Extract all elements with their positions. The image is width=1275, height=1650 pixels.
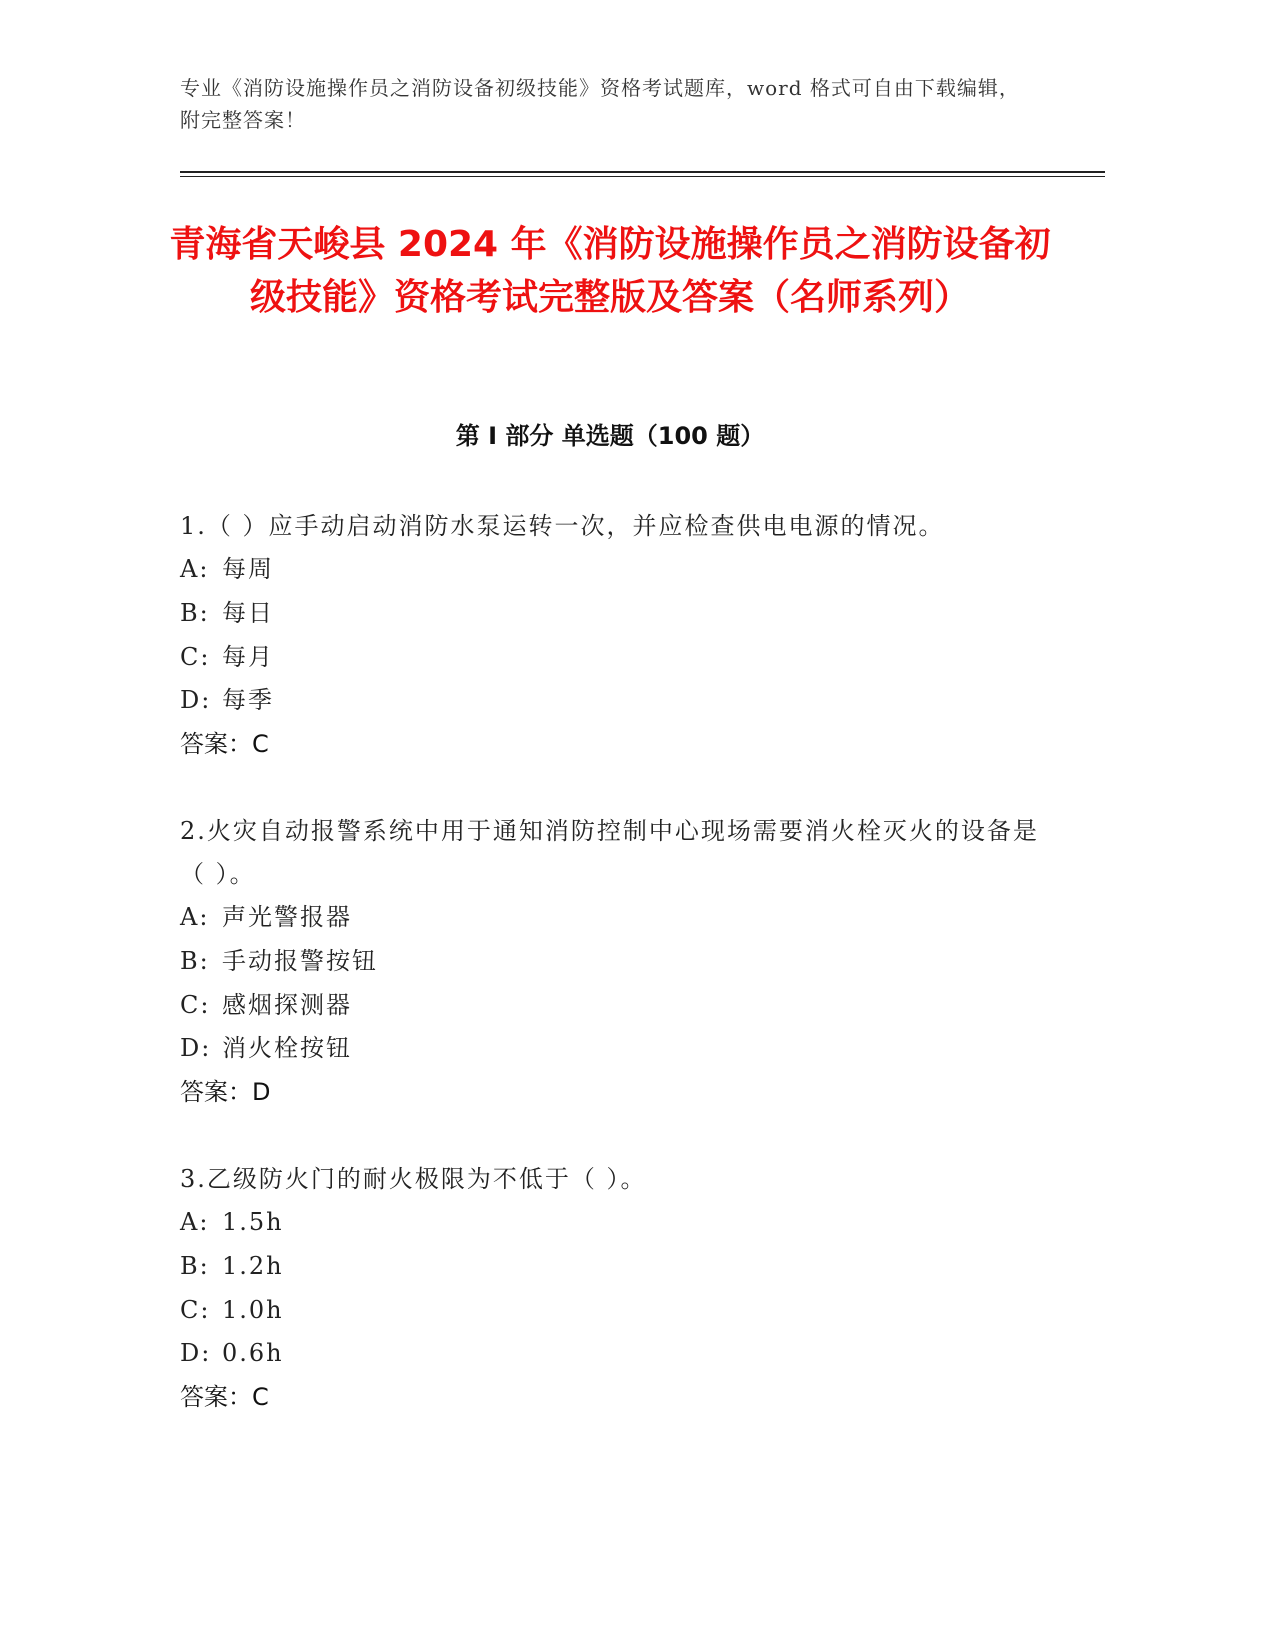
option-text: 每周 [222,555,274,583]
option-letter: D: [180,686,212,715]
option-a [180,896,1050,940]
option-letter: B: [180,598,210,627]
option-text: 声光警报器 [222,902,352,931]
section-title: 第 I 部分 单选题（100 题） [455,422,765,450]
option-c [180,636,1050,680]
option-letter: C: [180,990,211,1019]
option-text: 每日 [222,598,274,627]
question-stem: 2.火灾自动报警系统中用于通知消防控制中心现场需要消火栓灭火的设备是（ ）。 [180,816,1039,888]
question-1 [180,505,1050,767]
option-b [180,940,1050,984]
option-c [180,1289,1050,1333]
option-letter: A: [180,555,210,583]
answer-line: 答案：C [180,730,269,759]
option-d [180,1027,1050,1071]
option-text: 1.5h [222,1207,284,1236]
header-rule-thick [180,171,1105,173]
header-note: 专业《消防设施操作员之消防设备初级技能》资格考试题库，word 格式可自由下载编辑，附完整答案！ [180,76,1020,132]
option-b [180,1245,1050,1289]
question-list [180,505,1050,1463]
option-letter: A: [180,1207,210,1236]
option-a [180,1201,1050,1245]
question-stem: 1.（ ）应手动启动消防水泵运转一次，并应检查供电电源的情况。 [180,512,945,540]
option-letter: A: [180,902,210,931]
question-3 [180,1158,1050,1420]
answer-line: 答案：D [180,1078,271,1107]
option-letter: D: [180,1034,212,1063]
option-text: 每月 [222,642,274,671]
option-c [180,984,1050,1028]
option-text: 1.0h [222,1295,284,1324]
question-2 [180,810,1050,1115]
option-letter: C: [180,642,211,671]
option-b [180,592,1050,636]
option-letter: C: [180,1295,211,1324]
option-text: 感烟探测器 [222,990,352,1019]
header-rule-thin [180,176,1105,177]
option-letter: D: [180,1339,212,1368]
option-letter: B: [180,946,210,975]
option-letter: B: [180,1251,210,1280]
option-a [180,548,1050,592]
option-text: 每季 [222,686,274,715]
document-title: 青海省天峻县 2024 年《消防设施操作员之消防设备初级技能》资格考试完整版及答案（名师系列） [169,224,1051,318]
option-text: 0.6h [222,1339,284,1368]
option-text: 1.2h [222,1251,284,1280]
option-text: 手动报警按钮 [222,946,378,975]
option-d [180,679,1050,723]
option-text: 消火栓按钮 [222,1034,352,1063]
answer-line: 答案：C [180,1383,269,1412]
question-stem: 3.乙级防火门的耐火极限为不低于（ ）。 [180,1164,647,1193]
option-d [180,1332,1050,1376]
